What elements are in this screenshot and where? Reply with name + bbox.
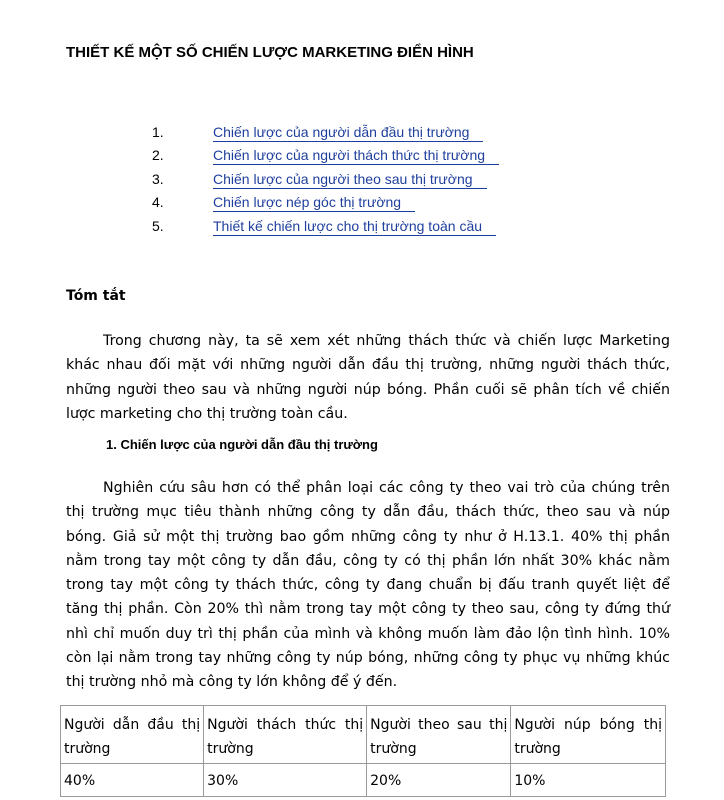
toc-item <box>152 218 499 241</box>
toc-item-number: 1. <box>152 124 164 140</box>
toc-item-number: 2. <box>152 147 164 164</box>
toc-link-market-leader[interactable]: Chiến lược của người dẫn đầu thị trường <box>213 124 483 142</box>
table-header-cell: Người theo sau thị trường <box>367 706 511 764</box>
section-paragraph: Nghiên cứu sâu hơn có thể phân loại các công ty theo vai trò của chúng trên thị trường mục tiêu thành những công ty dẫn đầu, thách thức, theo sau và núp bóng. Giả sử một thị trường bao gồm những công ty như ở H.13.1. 40% thị phần nằm trong tay một công ty dẫn đầu, công ty có thị phần lớn nhất 30% khác nằm trong tay một công ty thách thức, công ty đang chuẩn bị đấu tranh quyết liệt để tăng thị phần. Còn 20% thì nằm trong tay một công ty theo sau, công ty đứng thứ nhì chỉ muốn duy trì thị phần của mình và không muốn làm đảo lộn tình hình. 10% còn lại nằm trong tay những công ty núp bóng, những công ty phục vụ những khúc thị trường nhỏ mà công ty lớn không để ý đến. <box>66 480 670 691</box>
table-cell: 20% <box>367 764 511 797</box>
toc-link-market-challenger[interactable]: Chiến lược của người thách thức thị trường <box>213 147 499 165</box>
summary-heading: Tóm tắt <box>66 288 126 304</box>
summary-paragraph: Trong chương này, ta sẽ xem xét những thách thức và chiến lược Marketing khác nhau đối mặt với những người dẫn đầu thị trường, những người thách thức, những người theo sau và những người núp bóng. Phần cuối sẽ phân tích về chiến lược marketing cho thị trường toàn cầu. <box>66 333 670 422</box>
table-header-cell: Người thách thức thị trường <box>204 706 367 764</box>
toc-item <box>152 124 499 147</box>
market-share-table <box>60 705 666 797</box>
table-cell: 40% <box>61 764 204 797</box>
table-of-contents <box>152 124 499 241</box>
toc-link-global-market[interactable]: Thiết kế chiến lược cho thị trường toàn cầu <box>213 218 496 236</box>
table-header-cell: Người dẫn đầu thị trường <box>61 706 204 764</box>
section-heading: 1. Chiến lược của người dẫn đầu thị trường <box>106 437 378 452</box>
toc-item-number: 3. <box>152 170 164 187</box>
toc-item <box>152 194 499 217</box>
table-row <box>61 764 666 797</box>
toc-link-market-follower[interactable]: Chiến lược của người theo sau thị trường <box>213 171 487 189</box>
table-header-row <box>61 706 666 764</box>
toc-item <box>152 171 499 194</box>
toc-item-number: 4. <box>152 194 164 211</box>
toc-link-market-nicher[interactable]: Chiến lược nép góc thị trường <box>213 194 415 212</box>
table-cell: 10% <box>511 764 666 797</box>
toc-item <box>152 147 499 170</box>
toc-item-number: 5. <box>152 217 164 234</box>
document-title: THIẾT KẾ MỘT SỐ CHIẾN LƯỢC MARKETING ĐIỂN HÌNH <box>66 44 474 61</box>
table-cell: 30% <box>204 764 367 797</box>
table-header-cell: Người núp bóng thị trường <box>511 706 666 764</box>
